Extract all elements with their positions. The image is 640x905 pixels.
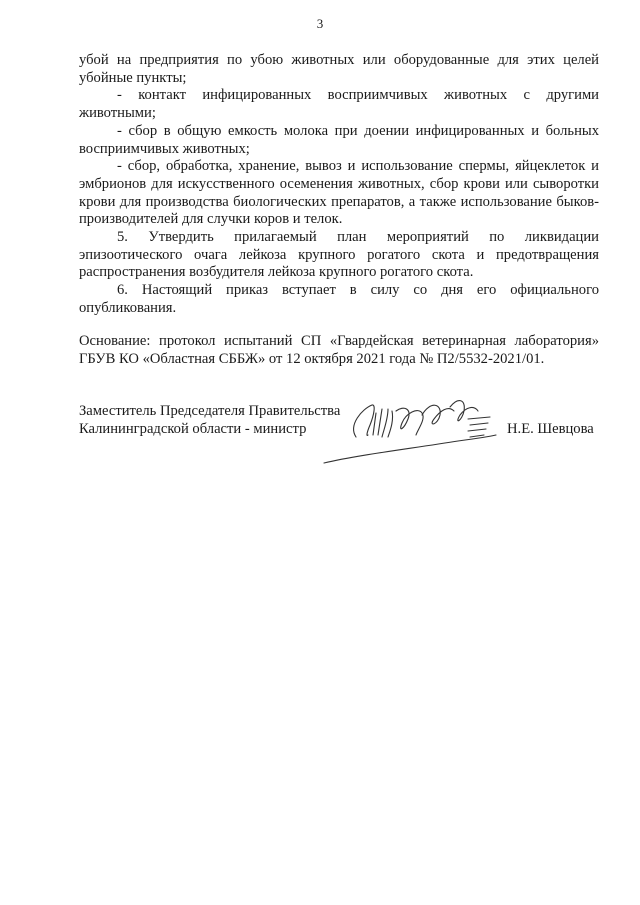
order-body bbox=[79, 52, 599, 318]
signer-name: Н.Е. Шевцова bbox=[507, 421, 594, 437]
paragraph-item-6: 6. Настоящий приказ вступает в силу со дня его официального опубликования. bbox=[79, 282, 599, 316]
paragraph-item-5: 5. Утвердить прилагаемый план мероприятий по ликвидации эпизоотического очага лейкоза крупного рогатого скота и предотвращения распространения возбудителя лейкоза крупного рогатого скота. bbox=[79, 229, 599, 281]
paragraph-sperm: - сбор, обработка, хранение, вывоз и использование спермы, яйцеклеток и эмбрионов для искусственного осеменения животных, сбор крови или сыворотки крови для производства биологических препаратов, а также использование быков-производителей для случки коров и телок. bbox=[79, 158, 599, 228]
handwritten-signature bbox=[318, 385, 508, 470]
signer-title-line-1: Заместитель Председателя Правительства bbox=[79, 403, 341, 419]
page-number: 3 bbox=[316, 16, 324, 31]
paragraph-milk: - сбор в общую емкость молока при доении инфицированных и больных восприимчивых животных; bbox=[79, 122, 599, 157]
basis-note: Основание: протокол испытаний СП «Гвардейская ветеринарная лаборатория» ГБУВ КО «Областная СББЖ» от 12 октября 2021 года № П2/5532-2021/01. bbox=[79, 333, 599, 367]
paragraph-slaughter: убой на предприятия по убою животных или оборудованные для этих целей убойные пункты; bbox=[79, 52, 599, 86]
signer-title-line-2: Калининградской области - министр bbox=[79, 420, 307, 437]
paragraph-contact: - контакт инфицированных восприимчивых животных с другими животными; bbox=[79, 87, 599, 122]
